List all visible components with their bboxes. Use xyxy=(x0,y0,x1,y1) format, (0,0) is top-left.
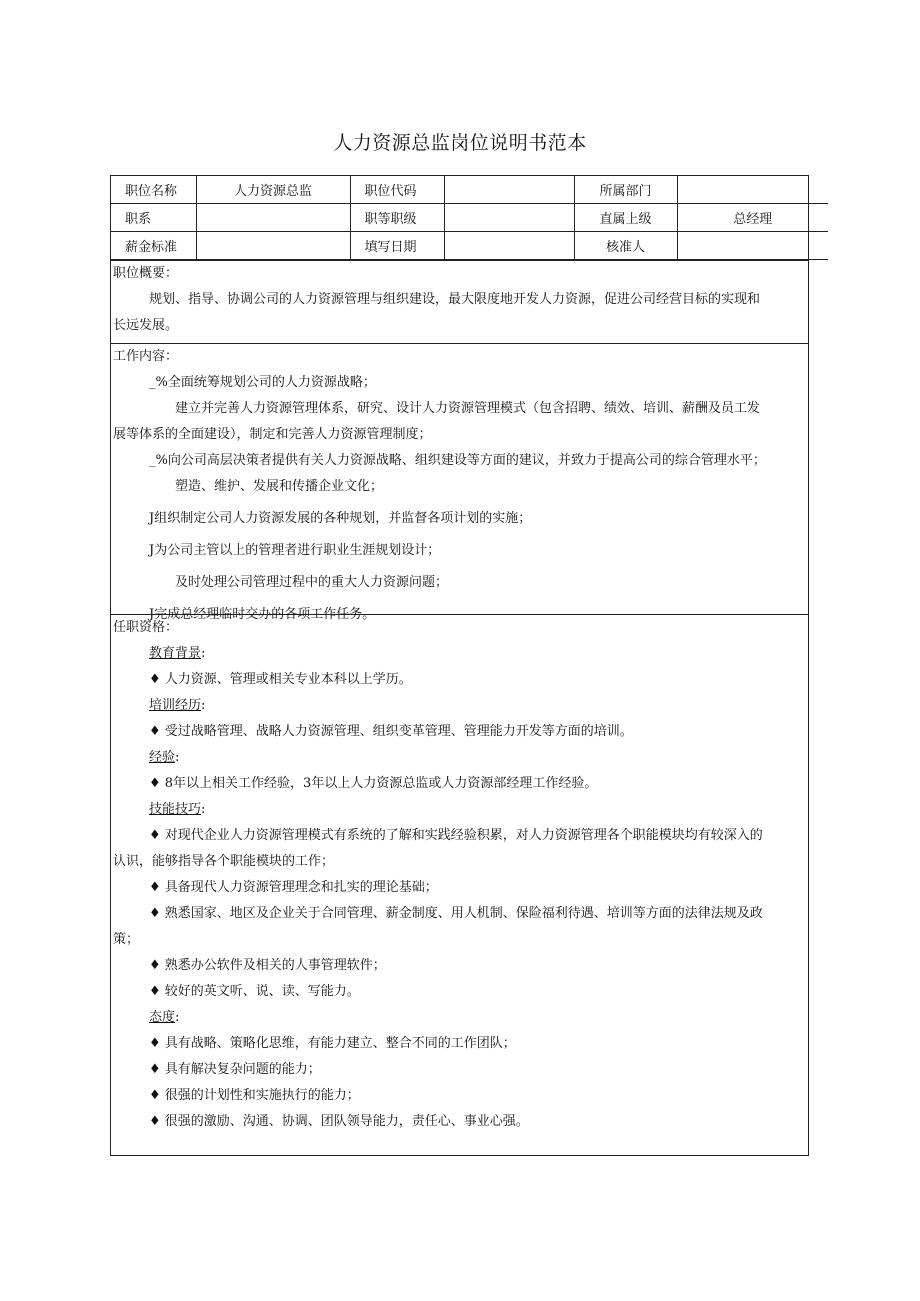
attitude-item: ♦ 很强的计划性和实施执行的能力； xyxy=(149,1088,360,1103)
grade-value xyxy=(444,204,574,232)
approver-label: 核准人 xyxy=(574,232,677,260)
attitude-subheading: 态度: xyxy=(149,1010,180,1025)
education-item: ♦ 人力资源、管理或相关专业本科以上学历。 xyxy=(149,672,412,687)
skill-item: ♦ 熟悉国家、地区及企业关于合同管理、薪金制度、用人机制、保险福利待遇、培训等方面的法律法规及政 xyxy=(149,906,763,921)
header-table xyxy=(111,176,828,260)
skill-item-continued: 认识，能够指导各个职能模块的工作； xyxy=(113,854,335,869)
duty-item: J为公司主管以上的管理者进行职业生涯规划设计； xyxy=(149,543,441,558)
grade-label: 职等职级 xyxy=(350,204,444,232)
qualifications-section xyxy=(111,614,808,1155)
salary-value xyxy=(196,232,350,260)
department-label: 所属部门 xyxy=(574,176,677,204)
position-code-label: 职位代码 xyxy=(350,176,444,204)
skill-item: ♦ 熟悉办公软件及相关的人事管理软件； xyxy=(149,958,386,973)
duties-section xyxy=(111,343,808,622)
duty-item: J组织制定公司人力资源发展的各种规划，并监督各项计划的实施； xyxy=(149,511,532,526)
attitude-item: ♦ 很强的激励、沟通、协调、团队领导能力，责任心、事业心强。 xyxy=(149,1114,529,1129)
duty-item: 建立并完善人力资源管理体系，研究、设计人力资源管理模式（包含招聘、绩效、培训、薪酬及员工发 xyxy=(175,401,761,416)
department-value xyxy=(677,176,828,204)
skill-item: ♦ 具备现代人力资源管理理念和扎实的理论基础； xyxy=(149,880,438,895)
job-family-value xyxy=(196,204,350,232)
salary-label: 薪金标准 xyxy=(111,232,196,260)
fill-date-value xyxy=(444,232,574,260)
approver-value xyxy=(677,232,828,260)
duty-item: 塑造、维护、发展和传播企业文化； xyxy=(175,479,384,494)
training-subheading: 培训经历: xyxy=(149,698,206,713)
fill-date-label: 填写日期 xyxy=(350,232,444,260)
education-subheading: 教育背景: xyxy=(149,646,206,661)
header-row-1 xyxy=(111,176,828,204)
duty-item-continued: 展等体系的全面建设），制定和完善人力资源管理制度； xyxy=(113,427,432,442)
job-description-form xyxy=(110,175,809,1156)
qualifications-heading: 任职资格： xyxy=(113,620,179,635)
header-row-2 xyxy=(111,204,828,232)
training-item: ♦ 受过战略管理、战略人力资源管理、组织变革管理、管理能力开发等方面的培训。 xyxy=(149,724,633,739)
position-name-value: 人力资源总监 xyxy=(196,176,350,204)
duties-heading: 工作内容： xyxy=(113,349,179,364)
header-row-3 xyxy=(111,232,828,260)
duty-item: 及时处理公司管理过程中的重大人力资源问题； xyxy=(175,575,449,590)
overview-heading: 职位概要： xyxy=(113,266,179,281)
position-code-value xyxy=(444,176,574,204)
skill-item-continued: 策； xyxy=(113,932,140,947)
attitude-item: ♦ 具有解决复杂问题的能力； xyxy=(149,1062,321,1077)
supervisor-label: 直属上级 xyxy=(574,204,677,232)
attitude-item: ♦ 具有战略、策略化思维，有能力建立、整合不同的工作团队； xyxy=(149,1036,516,1051)
duty-item: _%向公司高层决策者提供有关人力资源战略、组织建设等方面的建议，并致力于提高公司的综合管理水平； xyxy=(149,453,766,468)
skill-item: ♦ 较好的英文听、说、读、写能力。 xyxy=(149,984,360,999)
supervisor-value: 总经理 xyxy=(677,204,828,232)
skill-item: ♦ 对现代企业人力资源管理模式有系统的了解和实践经验积累，对人力资源管理各个职能模块均有较深入的 xyxy=(149,828,763,843)
job-family-label: 职系 xyxy=(111,204,196,232)
position-name-label: 职位名称 xyxy=(111,176,196,204)
overview-line-1: 规划、指导、协调公司的人力资源管理与组织建设，最大限度地开发人力资源，促进公司经营目标的实现和 xyxy=(149,292,761,307)
overview-section xyxy=(111,260,808,343)
experience-subheading: 经验: xyxy=(149,750,180,765)
skills-subheading: 技能技巧: xyxy=(149,802,206,817)
experience-item: ♦ 8年以上相关工作经验，3年以上人力资源总监或人力资源部经理工作经验。 xyxy=(149,776,598,791)
duty-item: _%全面统筹规划公司的人力资源战略； xyxy=(149,375,376,390)
duty-item: J完成总经理临时交办的各项工作任务。 xyxy=(149,607,376,622)
page-title: 人力资源总监岗位说明书范本 xyxy=(333,132,587,154)
overview-line-2: 长远发展。 xyxy=(113,318,179,333)
